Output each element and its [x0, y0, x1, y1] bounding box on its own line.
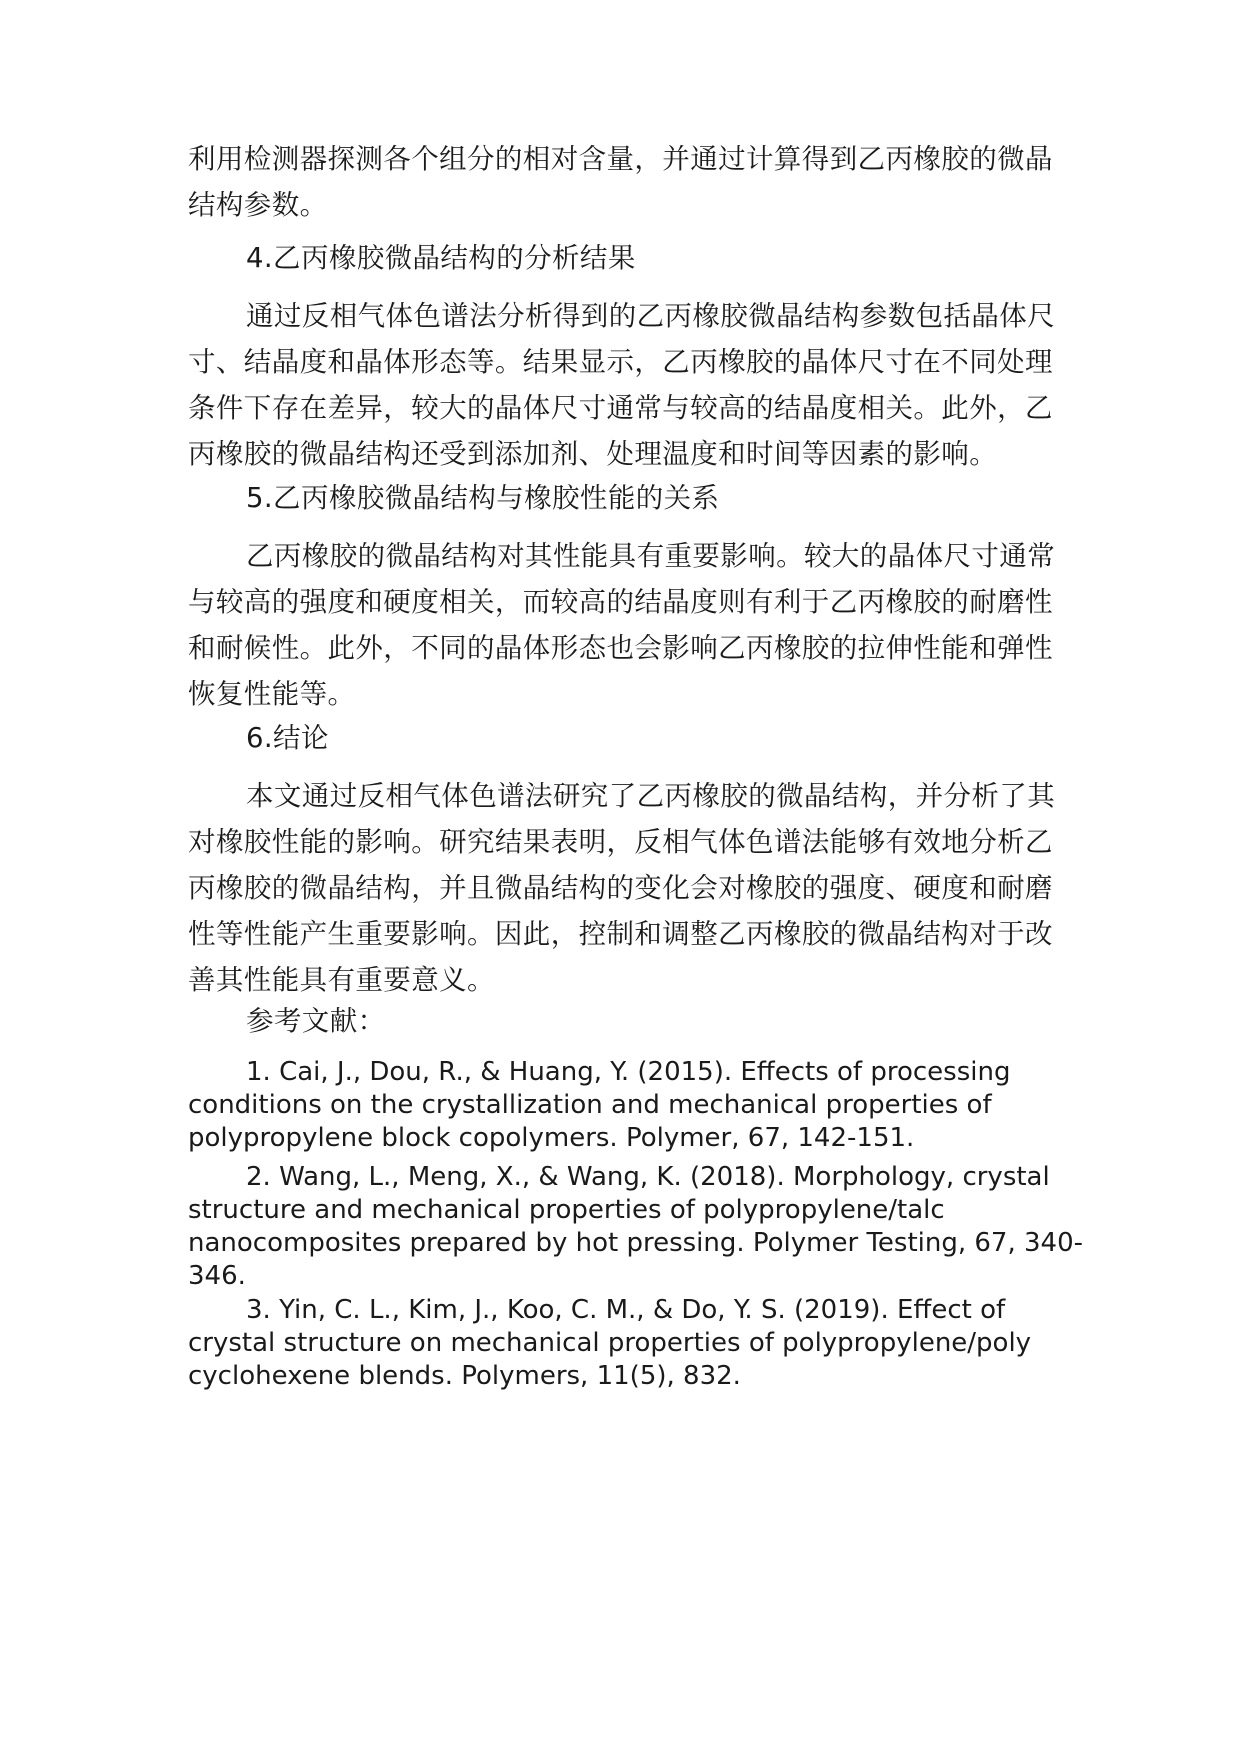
- reference-line: 346.: [188, 1261, 246, 1291]
- reference-line: nanocomposites prepared by hot pressing. Polymer Testing, 67, 340-: [188, 1228, 1083, 1258]
- references-heading: [188, 998, 1038, 1044]
- text-line: 与较高的强度和硬度相关，而较高的结晶度则有利于乙丙橡胶的耐磨性: [188, 586, 1053, 618]
- text-line: 结构参数。: [188, 189, 328, 221]
- text-line: 恢复性能等。: [188, 678, 356, 710]
- text-line: 善其性能具有重要意义。: [188, 964, 495, 996]
- reference-line: 3. Yin, C. L., Kim, J., Koo, C. M., & Do, Y. S. (2019). Effect of: [246, 1295, 1006, 1325]
- paragraph-conclusion: [188, 773, 1056, 1003]
- text-line: 利用检测器探测各个组分的相对含量，并通过计算得到乙丙橡胶的微晶: [188, 143, 1053, 175]
- reference-line: 1. Cai, J., Dou, R., & Huang, Y. (2015). Effects of processing: [246, 1057, 1011, 1087]
- text-line: 性等性能产生重要影响。因此，控制和调整乙丙橡胶的微晶结构对于改: [188, 918, 1053, 950]
- text-line: 对橡胶性能的影响。研究结果表明，反相气体色谱法能够有效地分析乙: [188, 826, 1053, 858]
- section-heading-6: [188, 715, 1038, 761]
- section-heading-4: [188, 235, 1038, 281]
- text-line: 丙橡胶的微晶结构还受到添加剂、处理温度和时间等因素的影响。: [188, 438, 998, 470]
- reference-line: crystal structure on mechanical properties of polypropylene/poly: [188, 1328, 1032, 1358]
- reference-line: structure and mechanical properties of polypropylene/talc: [188, 1195, 945, 1225]
- heading-text: 4.乙丙橡胶微晶结构的分析结果: [246, 242, 636, 274]
- heading-text: 6.结论: [246, 722, 329, 754]
- reference-item: [188, 1056, 1038, 1155]
- text-line: 通过反相气体色谱法分析得到的乙丙橡胶微晶结构参数包括晶体尺: [246, 300, 1056, 332]
- paragraph-analysis-results: [188, 293, 1056, 477]
- heading-text: 参考文献：: [246, 1005, 386, 1037]
- text-line: 寸、结晶度和晶体形态等。结果显示，乙丙橡胶的晶体尺寸在不同处理: [188, 346, 1053, 378]
- text-line: 和耐候性。此外，不同的晶体形态也会影响乙丙橡胶的拉伸性能和弹性: [188, 632, 1053, 664]
- reference-line: polypropylene block copolymers. Polymer, 67, 142-151.: [188, 1123, 915, 1153]
- heading-text: 5.乙丙橡胶微晶结构与橡胶性能的关系: [246, 482, 720, 514]
- text-line: 条件下存在差异，较大的晶体尺寸通常与较高的结晶度相关。此外，乙: [188, 392, 1053, 424]
- text-line: 丙橡胶的微晶结构，并且微晶结构的变化会对橡胶的强度、硬度和耐磨: [188, 872, 1053, 904]
- reference-line: 2. Wang, L., Meng, X., & Wang, K. (2018). Morphology, crystal: [246, 1162, 1050, 1192]
- reference-line: cyclohexene blends. Polymers, 11(5), 832.: [188, 1361, 741, 1391]
- paragraph-continuation: [188, 136, 1053, 228]
- text-line: 本文通过反相气体色谱法研究了乙丙橡胶的微晶结构，并分析了其: [246, 780, 1056, 812]
- reference-item: [188, 1161, 1083, 1293]
- text-line: 乙丙橡胶的微晶结构对其性能具有重要影响。较大的晶体尺寸通常: [246, 540, 1056, 572]
- section-heading-5: [188, 475, 1038, 521]
- reference-item: [188, 1294, 1038, 1393]
- reference-line: conditions on the crystallization and mechanical properties of: [188, 1090, 992, 1120]
- paragraph-relationship: [188, 533, 1056, 717]
